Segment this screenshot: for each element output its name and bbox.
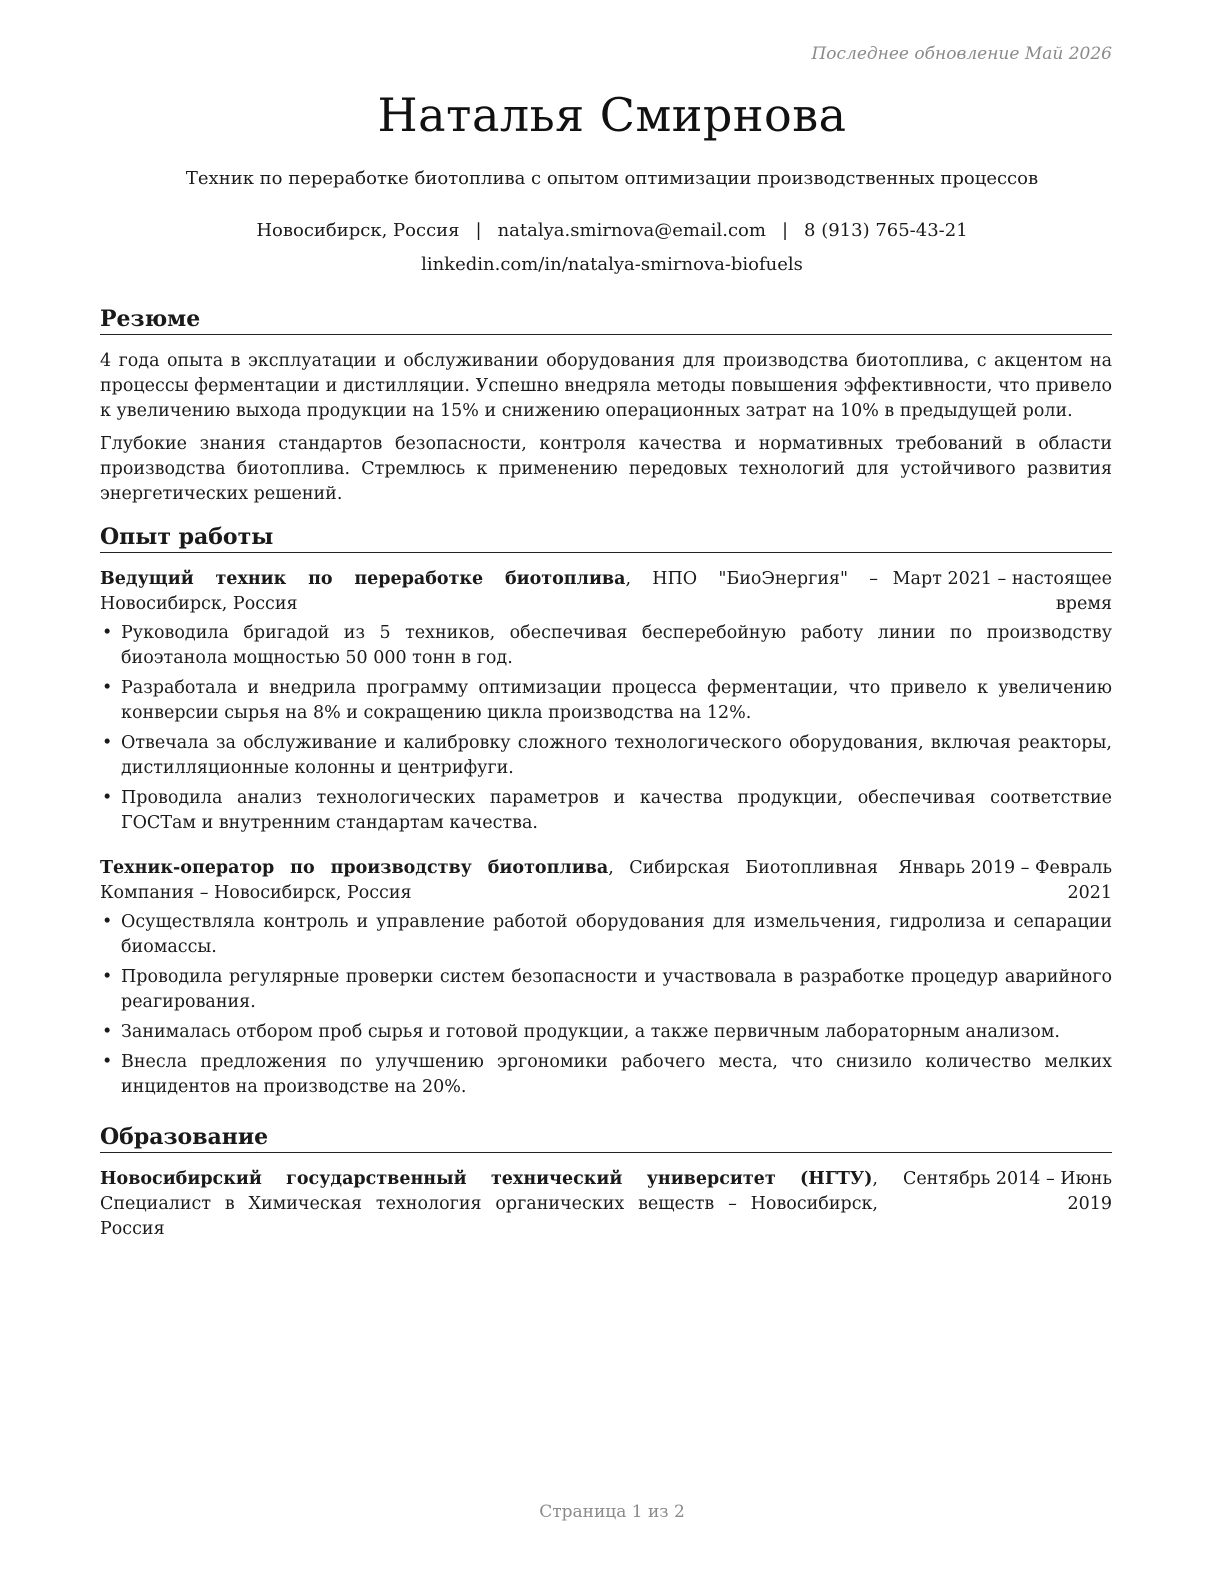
list-item: • Разработала и внедрила программу оптимизации процесса ферментации, что привело к увеличению конверсии сырья на 8% и сокращению цикла производства на 12%. — [102, 678, 1112, 723]
bullet-icon: • — [102, 788, 113, 808]
bullet-icon: • — [102, 1022, 113, 1042]
bullet-icon: • — [102, 1052, 113, 1072]
job-bullets — [100, 621, 1112, 836]
job-organization: , НПО "БиоЭнергия" – Новосибирск, Россия — [100, 569, 879, 614]
job-dates: Январь 2019 – Февраль 2021 — [898, 858, 1112, 903]
list-item: • Проводила регулярные проверки систем безопасности и участвовала в разработке процедур аварийного реагирования. — [102, 967, 1112, 1012]
list-item: • Занималась отбором проб сырья и готовой продукции, а также первичным лабораторным анализом. — [100, 1020, 1112, 1045]
job-dates: Март 2021 – настоящее время — [892, 569, 1112, 614]
job-organization: , Сибирская Биотопливная Компания – Новосибирск, Россия — [100, 858, 879, 903]
bullet-icon: • — [102, 912, 113, 932]
bullet-icon: • — [102, 733, 113, 753]
job-role: Техник-оператор по производству биотоплива — [100, 858, 609, 878]
bullet-icon: • — [102, 678, 113, 698]
contact-line — [0, 220, 1224, 241]
list-item: • Проводила анализ технологических параметров и качества продукции, обеспечивая соответствие ГОСТам и внутренним стандартам качества. — [102, 788, 1112, 833]
job-header — [100, 856, 1112, 906]
list-item: • Отвечала за обслуживание и калибровку сложного технологического оборудования, включая реакторы, дистилляционные колонны и центрифуги. — [102, 733, 1112, 778]
linkedin-link[interactable]: linkedin.com/in/natalya-smirnova-biofuels — [421, 254, 803, 275]
tagline: Техник по переработке биотоплива с опытом оптимизации производственных процессов — [185, 168, 1039, 189]
phone-number: 8 (913) 765-43-21 — [804, 220, 968, 241]
section-title-education: Образование — [100, 1123, 1112, 1153]
education-entry — [100, 1167, 1112, 1242]
job-entry — [100, 856, 1112, 1100]
job-entry — [100, 567, 1112, 836]
bullet-icon: • — [102, 967, 113, 987]
job-header — [100, 567, 1112, 617]
job-title-line — [100, 567, 878, 617]
education-header — [100, 1167, 1112, 1242]
summary-paragraph: Глубокие знания стандартов безопасности, контроля качества и нормативных требований в области производства биотоплива. Стремлюсь к применению передовых технологий для устойчивого развития энергетических решений. — [100, 434, 1112, 504]
contact-separator: | — [781, 220, 789, 241]
list-item: • Осуществляла контроль и управление работой оборудования для измельчения, гидролиза и сепарации биомассы. — [102, 912, 1112, 957]
job-bullets — [100, 910, 1112, 1100]
section-title-summary: Резюме — [100, 305, 1112, 335]
job-role: Ведущий техник по переработке биотоплива — [100, 569, 626, 589]
summary-section — [100, 305, 1112, 507]
degree-detail: , Специалист в Химическая технология органических веществ – Новосибирск, Россия — [100, 1169, 878, 1239]
email-link[interactable]: natalya.smirnova@email.com — [497, 220, 766, 241]
location: Новосибирск, Россия — [256, 220, 460, 241]
job-title-line — [100, 856, 878, 906]
candidate-name: Наталья Смирнова — [377, 88, 847, 142]
bullet-icon: • — [102, 623, 113, 643]
education-dates: Сентябрь 2014 – Июнь 2019 — [902, 1169, 1112, 1214]
education-section — [100, 1123, 1112, 1242]
school-name: Новосибирский государственный технический университет (НГТУ) — [100, 1169, 873, 1189]
last-updated-note: Последнее обновление Май 2026 — [811, 44, 1112, 64]
education-title-line — [100, 1167, 878, 1242]
list-item: • Руководила бригадой из 5 техников, обеспечивая бесперебойную работу линии по производству биоэтанола мощностью 50 000 тонн в год. — [102, 623, 1112, 668]
experience-section — [100, 523, 1112, 1105]
section-title-experience: Опыт работы — [100, 523, 1112, 553]
contact-separator: | — [475, 220, 482, 241]
summary-paragraph: 4 года опыта в эксплуатации и обслуживании оборудования для производства биотоплива, с акцентом на процессы ферментации и дистилляции. Успешно внедряла методы повышения эффективности, что привело к увеличению выхода продукции на 15% и снижению операционных затрат на 10% в предыдущей роли. — [100, 351, 1112, 421]
page-number: Страница 1 из 2 — [539, 1502, 685, 1522]
list-item: • Внесла предложения по улучшению эргономики рабочего места, что снизило количество мелких инцидентов на производстве на 20%. — [102, 1052, 1112, 1097]
